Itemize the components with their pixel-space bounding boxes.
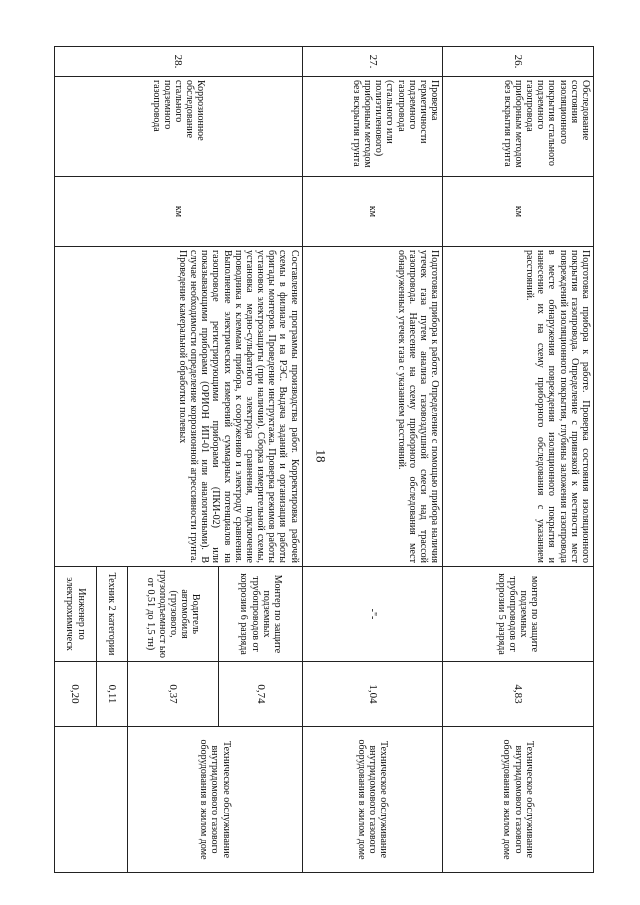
worker: -"-: [302, 567, 442, 662]
table-row: [443, 47, 594, 873]
time-norm: 0,20: [55, 662, 97, 727]
rotated-table-area: [54, 46, 594, 872]
time-norm: 0,11: [96, 662, 127, 727]
worker: Монтер по защите подземных трубопроводов от коррозии 6 разряда: [219, 567, 302, 662]
basis-empty: [55, 727, 128, 873]
table-row: [219, 47, 302, 873]
row-number: 26.: [443, 47, 594, 77]
time-norm: 0,37: [127, 662, 219, 727]
page-number: 18: [313, 449, 329, 463]
work-name: Коррозионное обследование стального подземного газопровода: [55, 77, 303, 177]
basis: Техническое обслуживание внутридомового газового оборудования в жилом доме: [302, 727, 442, 873]
basis: Техническое обслуживание внутридомового газового оборудования в жилом доме: [443, 727, 594, 873]
basis: Техническое обслуживание внутридомового газового оборудования в жилом доме: [127, 727, 302, 873]
time-norm: 1,04: [302, 662, 442, 727]
work-description: Составление программы производства работ. Корректировка рабочей схемы в филиале и на РЭС. Выдача заданий и организация работы бригады монтеров. Проведение инструктажа. Проверка режимов работы установок электрозащиты (при наличии). Сборка измерительной схемы, установка медно-сульфатного электрода сравнения, подключение проводника к клеммам прибора, к сооружению и электроду сравнения. Выполнение электрических измерений суммарных потенциалов на газопроводе регистрирующими приборами (ПКИ-02) или показывающими приборами (ОРИОН ИП-01 или аналогичными). В случае необходимости определение коррозионной агрессивности грунта. Проведение камеральной обработки полевых: [55, 247, 303, 567]
time-norm: 4,83: [443, 662, 594, 727]
unit: км: [302, 177, 442, 247]
unit: км: [55, 177, 303, 247]
landscape-table-container: [54, 46, 594, 872]
work-name: Обследование состояния изоляционного покрытия стального подземного газопровода приборным методом без вскрытия грунта: [443, 77, 594, 177]
work-norms-table: [54, 46, 594, 873]
work-description: Подготовка прибора к работе. Проверка состояния изоляционного покрытия газопровода. Определение с привязкой к местности мест повреждений изоляционного покрытия, глубины заложения газопровода в месте обнаружения повреждения изоляционного покрытия и нанесение их на схему приборного обследования с указанием расстояний.: [443, 247, 594, 567]
work-name: Проверка герметичности подземного газопровода (стального или полиэтиленового) приборным методом без вскрытия грунта: [302, 77, 442, 177]
time-norm: 0,74: [219, 662, 302, 727]
work-description: Подготовка прибора к работе. Определение с помощью прибора наличия утечек газа путем анализа газовоздушной смеси над трассой газопровода. Нанесение на схему приборного обследования мест обнаруженных утечек газа с указанием расстояний.: [302, 247, 442, 567]
worker: Инженер по электрохимическ: [55, 567, 97, 662]
worker: монтер по защите подземных трубопроводов от коррозии 5 разряда: [443, 567, 594, 662]
worker: Техник 2 категории: [96, 567, 127, 662]
table-row: [302, 47, 442, 873]
row-number: 28.: [55, 47, 303, 77]
worker: Водитель автомобиля (грузового, грузоподъемност ью от 0,51 до 1,5 тн): [127, 567, 219, 662]
row-number: 27.: [302, 47, 442, 77]
unit: км: [443, 177, 594, 247]
